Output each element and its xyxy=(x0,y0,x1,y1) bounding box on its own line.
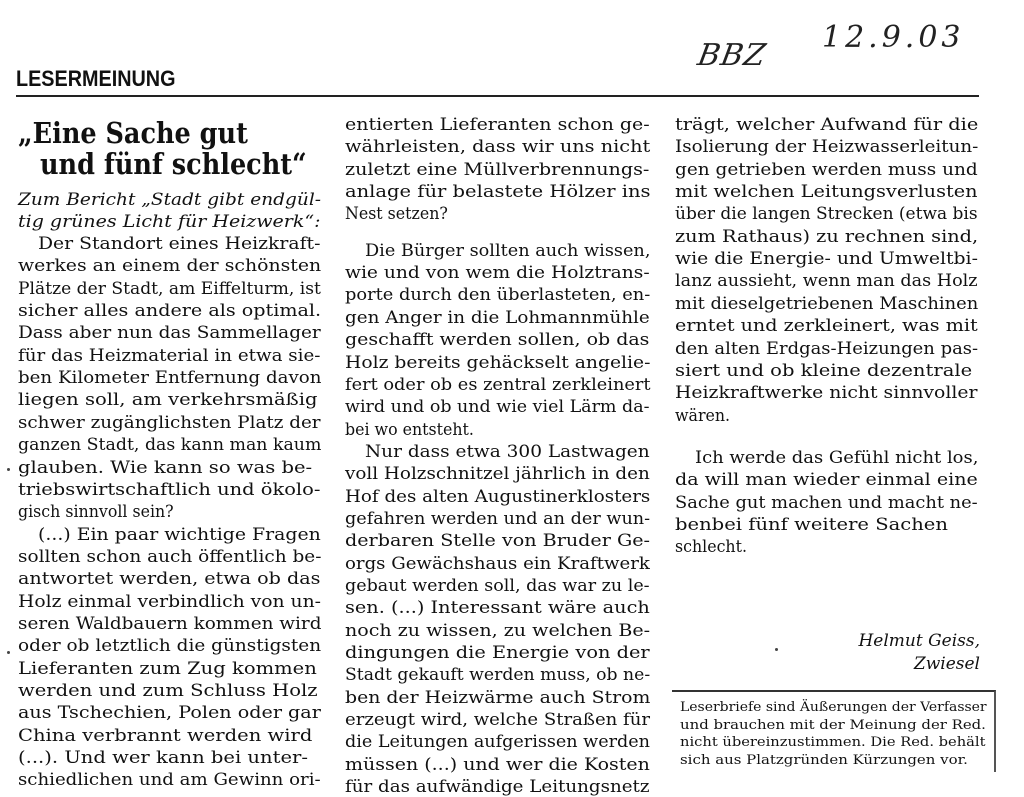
article-line: Holz einmal verbindlich von un- xyxy=(18,592,321,612)
article-line: orgs Gewächshaus ein Kraftwerk xyxy=(345,554,650,574)
intro-line: Zum Bericht „Stadt gibt endgül- xyxy=(18,190,322,210)
article-line: Isolierung der Heizwasserleitun- xyxy=(675,137,979,157)
article-line: anlage für belastete Hölzer ins xyxy=(345,182,651,202)
article-line: benbei fünf weitere Sachen xyxy=(675,515,948,535)
section-label: LESERMEINUNG xyxy=(16,66,176,91)
article-line: gebaut werden soll, das war zu le- xyxy=(345,576,650,596)
article-line: mit dieselgetriebenen Maschinen xyxy=(675,294,979,314)
disclaimer-line: und brauchen mit der Meinung der Red. xyxy=(680,717,986,733)
article-line: schlecht. xyxy=(675,537,747,557)
article-line: triebswirtschaftlich und ökolo- xyxy=(18,480,321,500)
article-line: aus Tschechien, Polen oder gar xyxy=(18,703,321,723)
headline-line-2: und fünf schlecht“ xyxy=(40,147,307,181)
article-line: glauben. Wie kann so was be- xyxy=(18,458,313,478)
article-line: ben der Heizwärme auch Strom xyxy=(345,688,651,708)
article-line: sollten schon auch öffentlich be- xyxy=(18,547,322,567)
article-line: ganzen Stadt, das kann man kaum xyxy=(18,435,322,455)
headline-line-1: „Eine Sache gut xyxy=(18,116,248,150)
article-line: trägt, welcher Aufwand für die xyxy=(675,115,979,135)
article-line: Holz bereits gehäckselt angelie- xyxy=(345,353,651,373)
article-line: Dass aber nun das Sammellager xyxy=(18,323,321,343)
disclaimer-line: Leserbriefe sind Äußerungen der Verfasser xyxy=(680,700,987,715)
article-line: zuletzt eine Müllverbrennungs- xyxy=(345,160,650,180)
article-line: gen Anger in die Lohmannmühle xyxy=(345,308,650,328)
article-line: mit welchen Leitungsverlusten xyxy=(675,182,978,202)
article-line: werden und zum Schluss Holz xyxy=(18,681,318,701)
article-line: werkes an einem der schönsten xyxy=(18,256,322,276)
article-line: Lieferanten zum Zug kommen xyxy=(18,659,317,679)
article-line: müssen (...) und wer die Kosten xyxy=(345,755,650,775)
article-line: wie die Energie- und Umweltbi- xyxy=(675,249,978,269)
article-line: währleisten, dass wir uns nicht xyxy=(345,137,651,157)
article-line: lanz aussieht, wenn man das Holz xyxy=(675,271,978,291)
scan-speck xyxy=(775,648,778,651)
author-place: Zwiesel xyxy=(913,654,980,674)
handwritten-source-note: BBZ xyxy=(694,38,770,73)
article-line: Sache gut machen und macht ne- xyxy=(675,493,978,513)
article-line: voll Holzschnitzel jährlich in den xyxy=(345,464,650,484)
article-line: antwortet werden, etwa ob das xyxy=(18,569,321,589)
article-line: derbaren Stelle von Bruder Ge- xyxy=(345,531,651,551)
article-line: für das Heizmaterial in etwa sie- xyxy=(18,346,321,366)
article-line: noch zu wissen, zu welchen Be- xyxy=(345,621,651,641)
article-line: porte durch den überlasteten, en- xyxy=(345,285,651,305)
article-line: (...). Und wer kann bei unter- xyxy=(18,748,308,768)
disclaimer-line: nicht übereinzustimmen. Die Red. behält xyxy=(680,735,986,750)
article-line: die Leitungen aufgerissen werden xyxy=(345,732,650,752)
article-line: bei wo entsteht. xyxy=(345,420,474,440)
article-line: Plätze der Stadt, am Eiffelturm, ist xyxy=(18,279,321,299)
article-line: (...) Ein paar wichtige Fragen xyxy=(38,525,321,545)
article-line: fert oder ob es zentral zerkleinert xyxy=(345,375,651,395)
scan-speck xyxy=(7,468,10,471)
article-line: gen getrieben werden muss und xyxy=(675,160,978,180)
article-line: den alten Erdgas-Heizungen pas- xyxy=(675,339,979,359)
article-line: erzeugt wird, welche Straßen für xyxy=(345,710,651,730)
article-line: ben Kilometer Entfernung davon xyxy=(18,368,322,388)
article-line: Ich werde das Gefühl nicht los, xyxy=(695,448,979,468)
scan-speck xyxy=(7,651,10,654)
article-line: dingungen die Energie von der xyxy=(345,643,650,663)
article-line: Stadt gekauft werden muss, ob ne- xyxy=(345,665,651,685)
article-line: wird und ob und wie viel Lärm da- xyxy=(345,397,650,417)
article-line: seren Waldbauern kommen wird xyxy=(18,614,322,634)
article-line: für das aufwändige Leitungsnetz xyxy=(345,777,650,797)
article-line: oder ob letztlich die günstigsten xyxy=(18,636,322,656)
article-line: Nest setzen? xyxy=(345,204,448,224)
article-line: schwer zugänglichsten Platz der xyxy=(18,413,321,433)
article-line: schiedlichen und am Gewinn ori- xyxy=(18,770,321,790)
article-line: siert und ob kleine dezentrale xyxy=(675,361,973,381)
article-line: liegen soll, am verkehrsmäßig xyxy=(18,390,318,410)
intro-line: tig grünes Licht für Heizwerk“: xyxy=(18,212,321,232)
article-line: Die Bürger sollten auch wissen, xyxy=(365,241,651,261)
article-line: sicher alles andere als optimal. xyxy=(18,301,322,321)
article-line: China verbrannt werden wird xyxy=(18,726,313,746)
article-line: über die langen Strecken (etwa bis xyxy=(675,204,978,224)
article-line: wären. xyxy=(675,406,731,426)
author-name: Helmut Geiss, xyxy=(858,631,980,651)
article-line: da will man wieder einmal eine xyxy=(675,470,978,490)
disclaimer-line: sich aus Platzgründen Kürzungen vor. xyxy=(680,752,968,768)
article-line: gisch sinnvoll sein? xyxy=(18,502,174,522)
article-line: wie und von wem die Holztrans- xyxy=(345,263,650,283)
handwritten-date-note: 12.9.03 xyxy=(822,20,965,55)
article-line: Der Standort eines Heizkraft- xyxy=(38,234,321,254)
article-line: Nur dass etwa 300 Lastwagen xyxy=(365,442,650,462)
article-line: erntet und zerkleinert, was mit xyxy=(675,316,978,336)
article-line: entierten Lieferanten schon ge- xyxy=(345,115,650,135)
article-line: geschafft werden sollen, ob das xyxy=(345,330,650,350)
article-line: sen. (...) Interessant wäre auch xyxy=(345,598,650,618)
article-line: gefahren werden und an der wun- xyxy=(345,509,651,529)
article-line: zum Rathaus) zu rechnen sind, xyxy=(675,227,979,247)
article-line: Heizkraftwerke nicht sinnvoller xyxy=(675,383,978,403)
section-rule xyxy=(16,95,979,97)
article-line: Hof des alten Augustinerklosters xyxy=(345,487,651,507)
